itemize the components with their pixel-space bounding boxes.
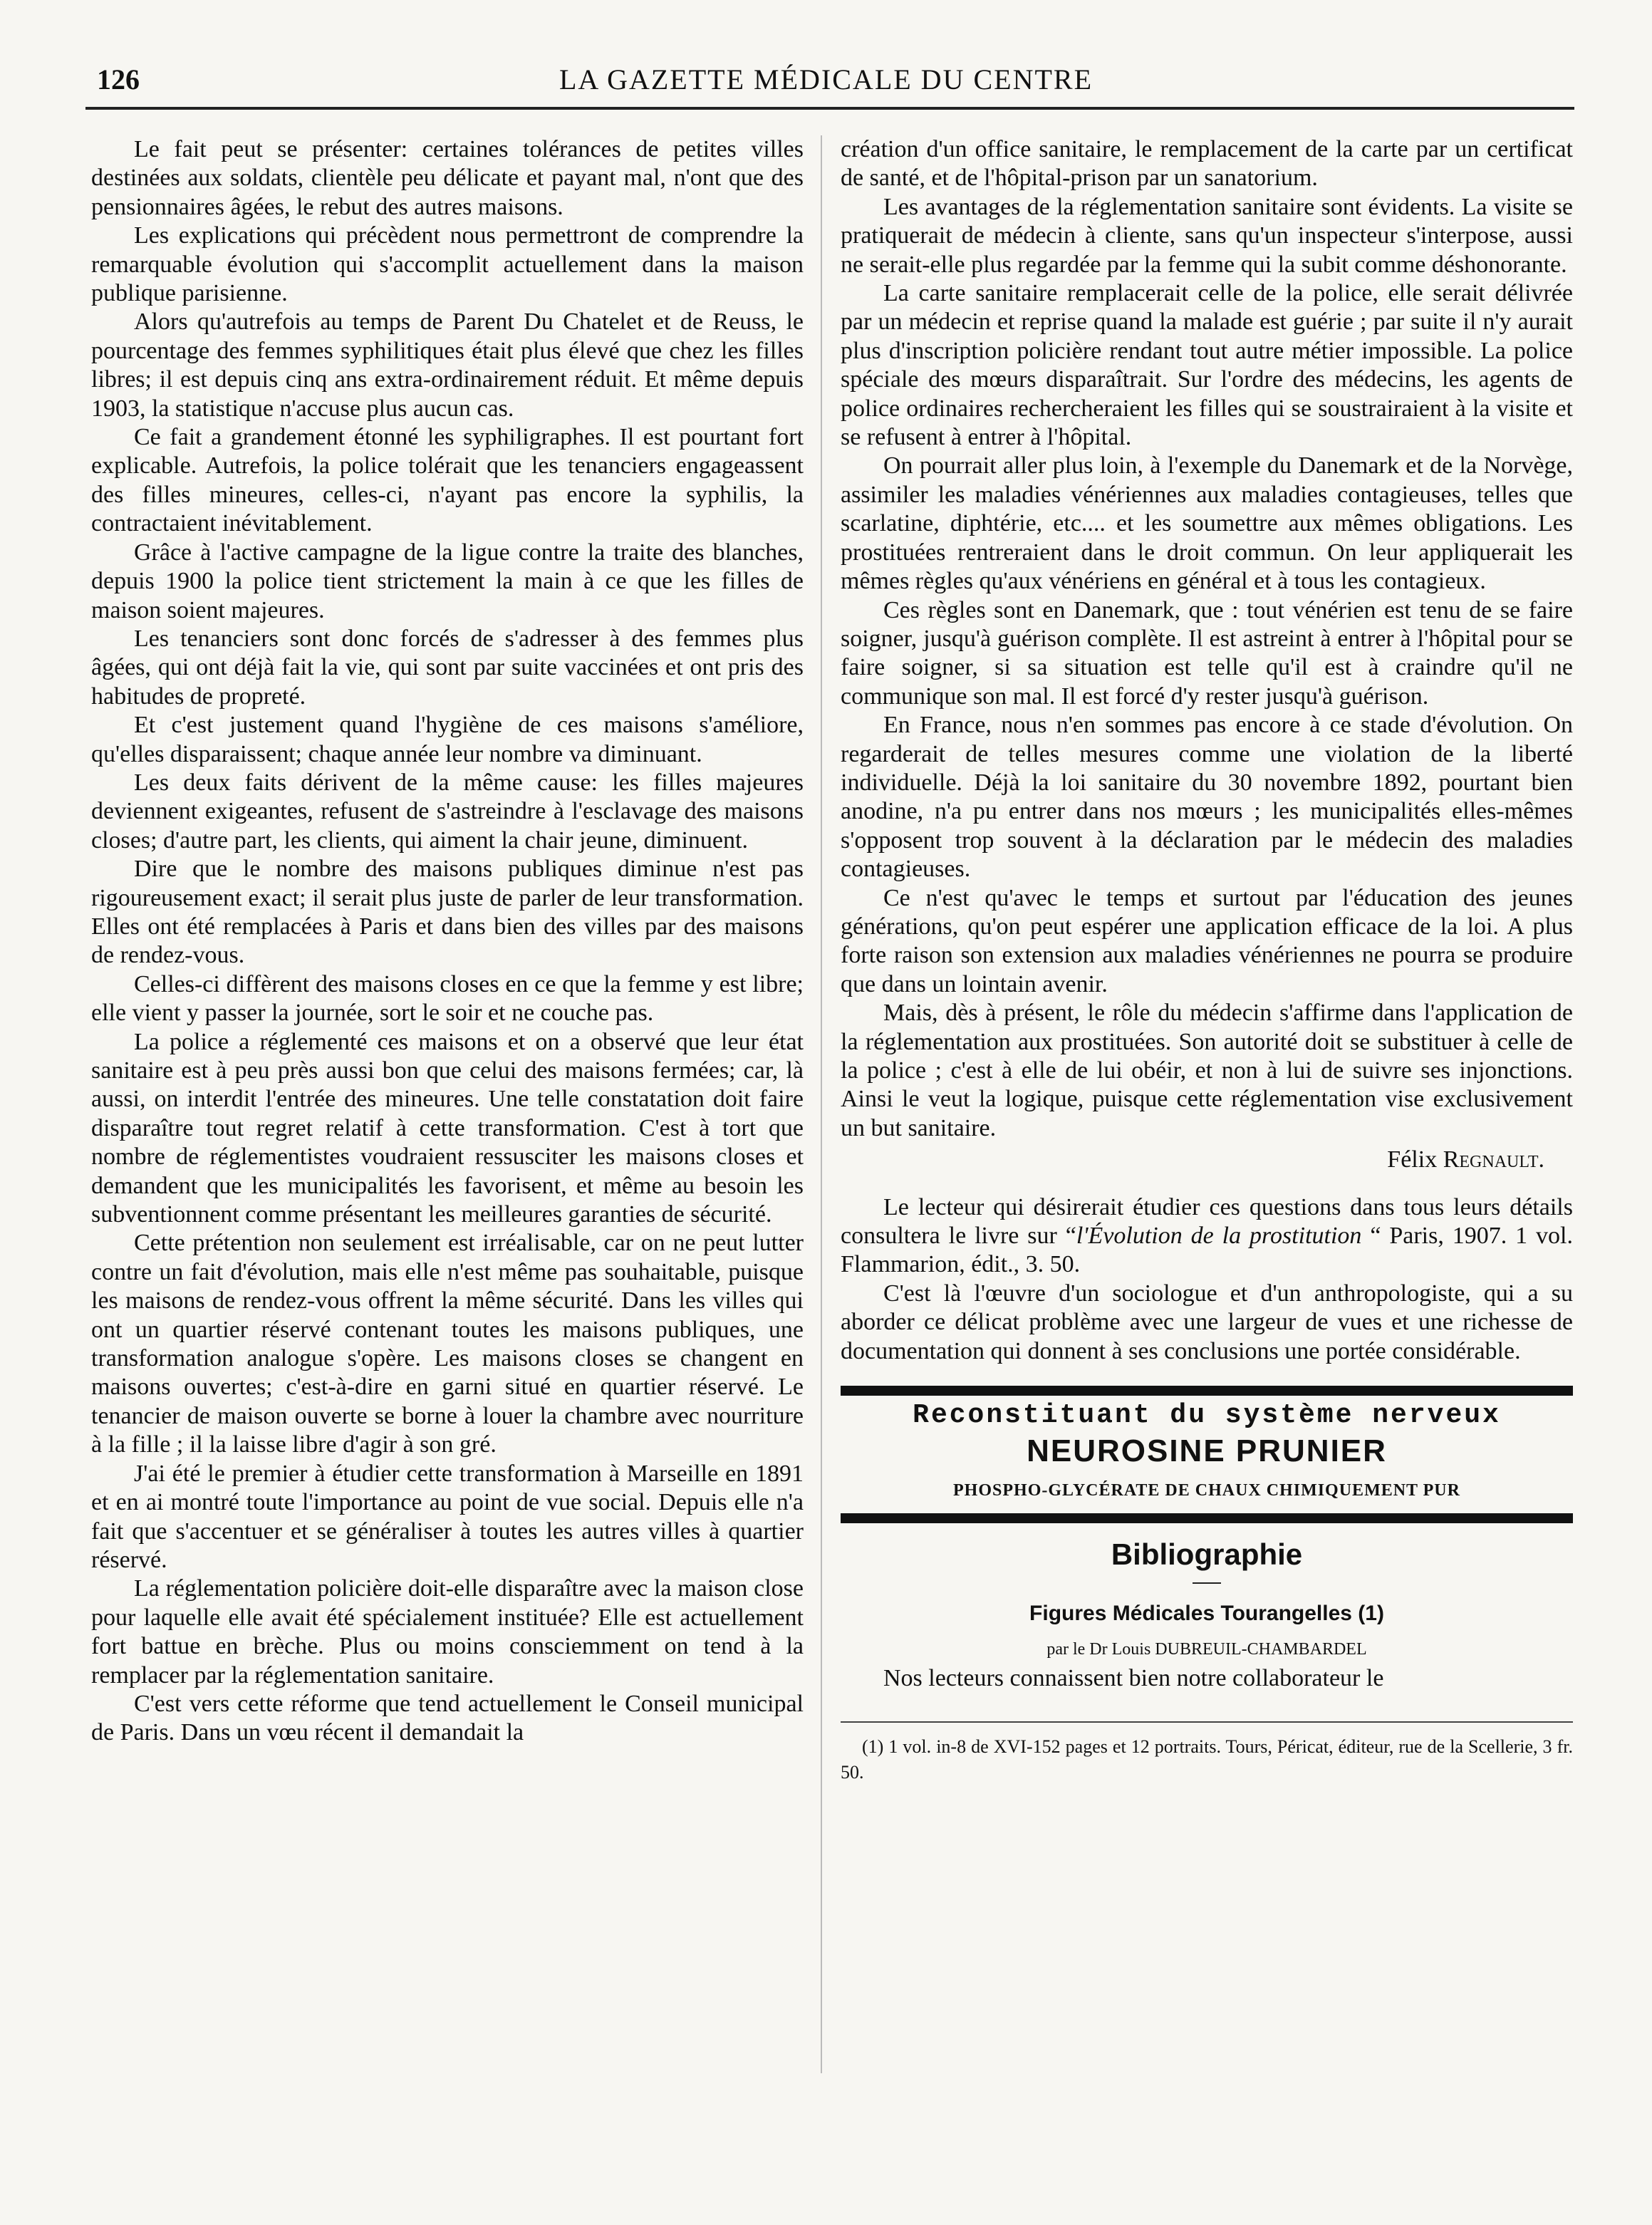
reader-note-publication: “ Paris, 1907. 1 vol. Flammarion, édit., 3. 50.: [841, 1223, 1573, 1278]
ad-subtitle: PHOSPHO-GLYCÉRATE DE CHAUX CHIMIQUEMENT PUR: [953, 1480, 1460, 1500]
paragraph: Ces règles sont en Danemark, que : tout vénérien est tenu de se faire soigner, jusqu'à guérison complète. Il est astreint à entrer à l'hôpital pour se faire soigner, si sa situation est telle qu'il est à craindre qu'il ne communique son mal. Il est forcé d'y rester jusqu'à guérison.: [841, 596, 1573, 710]
work-title: Figures Médicales Tourangelles (1): [1029, 1601, 1384, 1625]
journal-title: LA GAZETTE MÉDICALE DU CENTRE: [559, 63, 1093, 95]
footnote: (1) 1 vol. in-8 de XVI-152 pages et 12 portraits. Tours, Péricat, éditeur, rue de la Scellerie, 3 fr. 50.: [841, 1736, 1573, 1783]
paragraph: La police a réglementé ces maisons et on a observé que leur état sanitaire est à peu près aussi bon que celui des maisons fermées; car, là aussi, on interdit l'entrée des mineures. Une telle constatation doit faire disparaître tout regret relatif à cette transformation. C'est à tort que nombre de réglementistes voudraient ressusciter les maisons closes et demandent que les municipalités les favorisent, et même au besoin les subventionnent comme présentant les meilleures garanties de sécurité.: [91, 1028, 804, 1228]
footnote-rule: [841, 1721, 1573, 1723]
article-signature: [841, 1146, 1573, 1174]
right-column: [841, 135, 1573, 1785]
paragraph: En France, nous n'en sommes pas encore à ce stade d'évolution. On regarderait de telles mesures comme une violation de la liberté individuelle. Déjà la loi sanitaire du 30 novembre 1892, pourtant bien anodine, n'a pu entrer dans nos mœurs ; les municipalités elles-mêmes s'opposent trop souvent à la déclaration par le médecin des maladies contagieuses.: [841, 712, 1573, 883]
advertisement-box: [841, 1386, 1573, 1523]
paragraph: La réglementation policière doit-elle disparaître avec la maison close pour laquelle elle avait été spécialement instituée? Elle est actuellement fort battue en brèche. Plus ou moins consciemment on tend à la remplacer par la réglementation sanitaire.: [91, 1575, 804, 1689]
column-divider: [821, 135, 822, 2073]
paragraph: création d'un office sanitaire, le remplacement de la carte par un certificat de santé, et de l'hôpital-prison par un sanatorium.: [841, 136, 1573, 192]
paragraph: Et c'est justement quand l'hygiène de ces maisons s'améliore, qu'elles disparaissent; chaque année leur nombre va diminuant.: [91, 712, 804, 767]
paragraph: Ce fait a grandement étonné les syphiligraphes. Il est pourtant fort explicable. Autrefois, la police tolérait que les tenanciers engageassent des filles mineures, celles-ci, n'ayant pas encore la syphilis, la contractaient inévitablement.: [91, 424, 804, 537]
paragraph: Les deux faits dérivent de la même cause: les filles majeures deviennent exigeantes, refusent de s'astreindre à l'esclavage des maisons closes; d'autre part, les clients, qui aiment la chair jeune, diminuent.: [91, 769, 804, 854]
book-title: l'Évolution de la prostitution: [1076, 1223, 1362, 1250]
paragraph: On pourrait aller plus loin, à l'exemple du Danemark et de la Norvège, assimiler les maladies vénériennes aux maladies contagieuses, telles que scarlatine, diphtérie, etc.... et les soumettre aux mêmes obligations. Les prostituées rentreraient dans le droit commun. On leur appliquerait les mêmes règles qu'aux vénériens en général et à tous les contagieux.: [841, 452, 1573, 595]
paragraph: Les tenanciers sont donc forcés de s'adresser à des femmes plus âgées, qui ont déjà fait la vie, qui sont par suite vaccinées et ont pris des habitudes de propreté.: [91, 625, 804, 710]
paragraph: La carte sanitaire remplacerait celle de la police, elle serait délivrée par un médecin et reprise quand la malade est guérie ; par suite il n'y aurait plus d'inscription policière rendant tout autre métier impossible. La police spéciale des mœurs disparaîtrait. Sur l'ordre des médecins, les agents de police ordinaires rechercheraient les filles qui se soustrairaient à la visite et se refusent à entrer à l'hôpital.: [841, 280, 1573, 451]
paragraph: Les explications qui précèdent nous permettront de comprendre la remarquable évolution qui s'accomplit actuellement dans la maison publique parisienne.: [91, 222, 804, 307]
page-number: 126: [97, 63, 140, 95]
signature-first-name: Félix: [1387, 1146, 1438, 1173]
paragraph: Le fait peut se présenter: certaines tolérances de petites villes destinées aux soldats, clientèle peu délicate et payant mal, n'ont que des pensionnaires âgées, le rebut des autres maisons.: [91, 136, 804, 220]
paragraph: C'est vers cette réforme que tend actuellement le Conseil municipal de Paris. Dans un vœu récent il demandait la: [91, 1690, 804, 1746]
heading-divider: [1193, 1582, 1221, 1584]
header-rule: [85, 107, 1574, 110]
paragraph: Alors qu'autrefois au temps de Parent Du Chatelet et de Reuss, le pourcentage des femmes syphilitiques était plus élevé que chez les filles libres; il est depuis cinq ans extra-ordinairement réduit. Et même depuis 1903, la statistique n'accuse plus aucun cas.: [91, 308, 804, 422]
paragraph: Dire que le nombre des maisons publiques diminue n'est pas rigoureusement exact; il serait plus juste de parler de leur transformation. Elles ont été remplacées à Paris et dans bien des villes par des maisons de rendez-vous.: [91, 856, 804, 969]
reader-note-text: Le lecteur qui désirerait étudier ces questions dans tous leurs détails consultera le livre sur “: [841, 1193, 1573, 1250]
ad-product-name: NEUROSINE PRUNIER: [1027, 1433, 1387, 1469]
paragraph: Cette prétention non seulement est irréalisable, car on ne peut lutter contre un fait d'évolution, mais elle n'est même pas souhaitable, puisque les maisons de rendez-vous offrent la même sécurité. Dans les villes qui ont un quartier réservé contenant toutes les maisons publiques, une transformation analogue s'opère. Les maisons closes se changent en maisons ouvertes; c'est-à-dire en garni situé en quartier réservé. Le tenancier de maison ouverte se borne à louer la chambre avec nourriture à la fille ; il la laisse libre d'agir à son gré.: [91, 1230, 804, 1458]
bibliography-heading: Bibliographie: [1111, 1537, 1303, 1572]
paragraph: J'ai été le premier à étudier cette transformation à Marseille en 1891 et en ai montré toute l'importance au point de vue social. Depuis elle n'a fait que s'accentuer et se généraliser à toutes les autres villes à quartier réservé.: [91, 1460, 804, 1573]
paragraph: Ce n'est qu'avec le temps et surtout par l'éducation des jeunes générations, qu'on peut espérer une application efficace de la loi. A plus forte raison son extension aux maladies vénériennes ne pourra se produire que dans un lointain avenir.: [841, 884, 1573, 997]
reader-note-paragraph: C'est là l'œuvre d'un sociologue et d'un anthropologiste, qui a su aborder ce délicat problème avec une largeur de vues et une richesse de documentation qui donnent à ses conclusions une portée considérable.: [841, 1280, 1573, 1364]
reader-note-paragraph: [841, 1193, 1573, 1280]
left-column: [91, 135, 804, 1748]
signature-last-name: Regnault.: [1443, 1146, 1544, 1173]
paragraph: Les avantages de la réglementation sanitaire sont évidents. La visite se pratiquerait de médecin à cliente, sans qu'un inspecteur s'interpose, aussi ne serait-elle plus regardée par la femme qui la subit comme déshonorante.: [841, 193, 1573, 278]
paragraph: Grâce à l'active campagne de la ligue contre la traite des blanches, depuis 1900 la police tient strictement la main à ce que les filles de maison soient majeures.: [91, 539, 804, 623]
ad-tagline: Reconstituant du système nerveux: [913, 1400, 1501, 1431]
paragraph: Celles-ci diffèrent des maisons closes en ce que la femme y est libre; elle vient y passer la journée, sort le soir et ne couche pas.: [91, 970, 804, 1027]
bibliography-paragraph: Nos lecteurs connaissent bien notre collaborateur le: [883, 1664, 1384, 1691]
work-author: par le Dr Louis DUBREUIL-CHAMBARDEL: [1046, 1640, 1367, 1659]
reader-note: [841, 1193, 1573, 1366]
paragraph: Mais, dès à présent, le rôle du médecin s'affirme dans l'application de la réglementation aux prostituées. Son autorité doit se substituer à celle de la police ; c'est à elle de lui obéir, et non à lui de suivre ses injonctions. Ainsi le veut la logique, puisque cette réglementation vise exclusivement un but sanitaire.: [841, 1000, 1573, 1141]
page-header: [0, 63, 1652, 105]
